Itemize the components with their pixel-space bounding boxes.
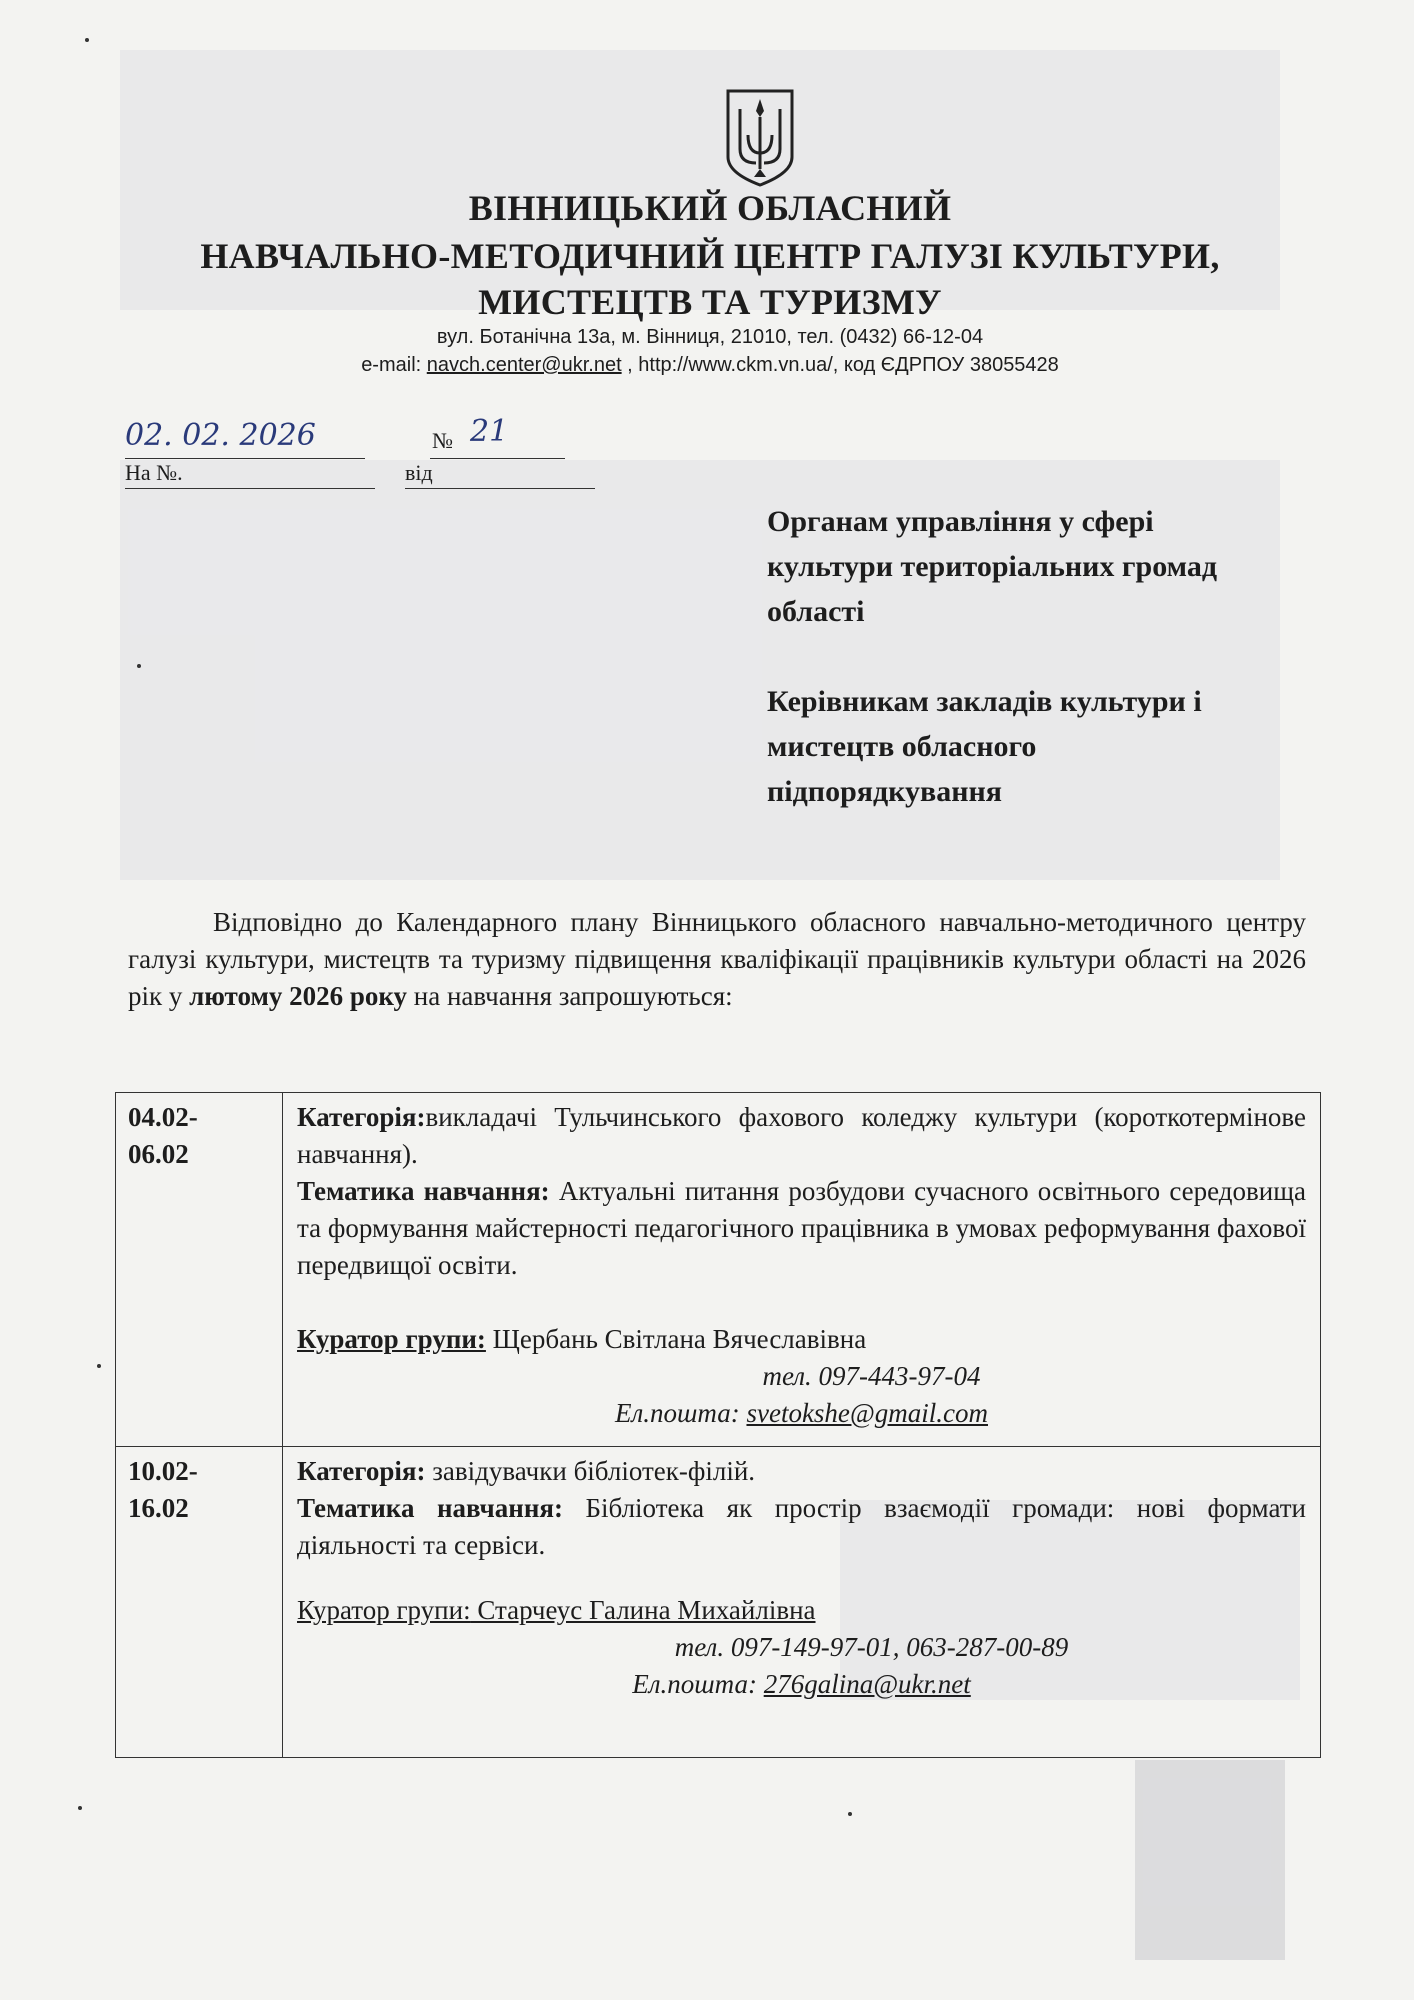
curator-email-link[interactable]: svetokshe@gmail.com xyxy=(746,1398,988,1428)
org-title-line2: НАВЧАЛЬНО-МЕТОДИЧНИЙ ЦЕНТР ГАЛУЗІ КУЛЬТУРИ, xyxy=(200,236,1220,276)
addressee-block-1 xyxy=(767,499,1327,634)
org-address: вул. Ботанічна 13а, м. Вінниця, 21010, тел. (0432) 66-12-04 xyxy=(436,326,984,348)
addressee-line: області xyxy=(767,595,865,628)
table-row xyxy=(116,1447,1321,1758)
email-label: Ел.пошта: xyxy=(615,1398,747,1428)
curator-label: Куратор групи: xyxy=(297,1595,471,1625)
org-title-line1: ВІННИЦЬКИЙ ОБЛАСНИЙ xyxy=(468,188,952,228)
number-underline xyxy=(430,458,565,459)
topic-value: Бібліотека як простір взаємодії громади: нові формати діяльності та сервіси. xyxy=(297,1493,1306,1560)
curator-name: Щербань Світлана Вячеславівна xyxy=(485,1324,867,1354)
date-from: 10.02- xyxy=(128,1456,198,1486)
course-dates xyxy=(116,1447,283,1758)
date-to: 16.02 xyxy=(128,1493,189,1523)
scan-speck xyxy=(137,664,141,668)
topic-label: Тематика навчання: xyxy=(297,1176,550,1206)
category-value: викладачі Тульчинського фахового коледжу культури (короткотермінове навчання). xyxy=(297,1102,1306,1169)
curator-phone: тел. 097-443-97-04 xyxy=(762,1361,981,1391)
addressee-line: підпорядкування xyxy=(767,775,1003,808)
org-title-line3: МИСТЕЦТВ ТА ТУРИЗМУ xyxy=(478,282,942,322)
curator-email-line xyxy=(297,1395,1306,1432)
number-label: № xyxy=(432,428,453,453)
ref-date-underline xyxy=(405,488,595,489)
date-to: 06.02 xyxy=(128,1139,189,1169)
scan-speck xyxy=(97,1364,101,1368)
ref-number-label: На №. xyxy=(125,460,183,485)
addressee-line: Керівникам закладів культури і xyxy=(767,685,1202,718)
intro-text: Відповідно до Календарного плану Вінницького обласного навчально-методичного центру галузі культури, мистецтв та туризму підвищення кваліфікації працівників культури області на 2026 рік у xyxy=(128,907,1306,1011)
intro-paragraph xyxy=(128,904,1306,1015)
addressee-line: Органам управління у сфері xyxy=(767,505,1154,538)
intro-month: лютому 2026 року xyxy=(189,981,408,1011)
registration-number: 21 xyxy=(470,414,509,449)
date-from: 04.02- xyxy=(128,1102,198,1132)
course-curator xyxy=(297,1321,1306,1358)
curator-label: Куратор групи: xyxy=(297,1324,486,1354)
course-details xyxy=(283,1447,1321,1758)
qr-ghost xyxy=(1135,1760,1285,1960)
spacer xyxy=(297,1564,1306,1592)
curator-email-line xyxy=(297,1666,1306,1703)
org-email-link[interactable]: navch.center@ukr.net xyxy=(426,354,622,376)
category-label: Категорія: xyxy=(297,1456,426,1486)
ukraine-trident-emblem-icon xyxy=(720,87,800,187)
course-details xyxy=(283,1093,1321,1447)
ref-number-underline xyxy=(125,488,375,489)
course-category xyxy=(297,1099,1306,1173)
registration-date: 02. 02. 2026 xyxy=(125,418,316,453)
topic-label: Тематика навчання: xyxy=(297,1493,563,1523)
category-label: Категорія: xyxy=(297,1102,426,1132)
scan-speck xyxy=(848,1812,852,1816)
addressee-block-2 xyxy=(767,679,1327,814)
email-label: Ел.пошта: xyxy=(632,1669,764,1699)
topic-value: Актуальні питання розбудови сучасного освітнього середовища та формування майстерності педагогічного працівника в умовах реформування фахової передвищої освіти. xyxy=(297,1176,1306,1280)
scan-speck xyxy=(85,38,89,42)
spacer xyxy=(297,1284,1306,1321)
course-curator xyxy=(297,1592,1306,1629)
course-category xyxy=(297,1453,1306,1490)
category-value: завідувачки бібліотек-філій. xyxy=(425,1456,756,1486)
date-underline xyxy=(125,458,365,459)
curator-name: Старчеус Галина Михайлівна xyxy=(470,1595,816,1625)
curator-phone: тел. 097-149-97-01, 063-287-00-89 xyxy=(674,1632,1069,1662)
intro-text-end: на навчання запрошуються: xyxy=(407,981,733,1011)
table-row xyxy=(116,1093,1321,1447)
org-contacts-rest: , http://www.ckm.vn.ua/, код ЄДРПОУ 38055428 xyxy=(621,354,1059,376)
courses-table xyxy=(115,1092,1321,1758)
addressee-line: культури територіальних громад xyxy=(767,550,1218,583)
scan-speck xyxy=(78,1806,82,1810)
org-contacts xyxy=(120,354,1300,377)
email-prefix: e-mail: xyxy=(361,354,427,376)
ref-date-label: від xyxy=(405,460,433,485)
course-topic xyxy=(297,1173,1306,1284)
addressee-line: мистецтв обласного xyxy=(767,730,1037,763)
course-topic xyxy=(297,1490,1306,1564)
curator-email-link[interactable]: 276galina@ukr.net xyxy=(763,1669,971,1699)
course-dates xyxy=(116,1093,283,1447)
